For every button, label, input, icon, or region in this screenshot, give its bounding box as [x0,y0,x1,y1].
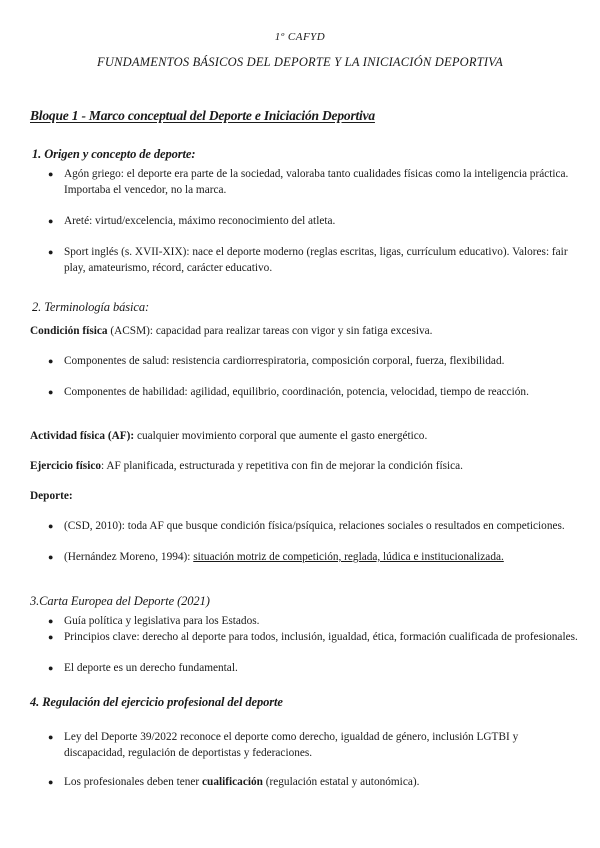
list-item-text: Agón griego: el deporte era parte de la sociedad, valoraba tanto cualidades físicas como la inteligencia práctica. Importaba el vencedor, no la marca. [64,168,569,196]
list-item-text: (CSD, 2010): toda AF que busque condición física/psíquica, relaciones sociales o resultados en competiciones. [64,520,565,532]
course-label: 1º CAFYD [274,31,326,43]
list-item [48,166,578,198]
subject-title: FUNDAMENTOS BÁSICOS DEL DEPORTE Y LA INICIACIÓN DEPORTIVA [97,55,503,69]
term-condicion-fisica: Condición física [30,325,108,337]
term-cualificacion: cualificación [202,776,263,788]
list-item-text: Componentes de habilidad: agilidad, equilibrio, coordinación, potencia, velocidad, tiempo de reacción. [64,386,529,398]
list-item [48,213,578,229]
text-segment: (regulación estatal y autonómica). [262,776,420,788]
list-item [48,244,578,276]
section3-title: 3.Carta Europea del Deporte (2021) [30,594,210,608]
list-item-text: Principios clave: derecho al deporte para todos, inclusión, igualdad, ética, formación cualificada de profesionales. [64,631,578,643]
section2-title: 2. Terminología básica: [32,300,150,314]
definition-text: cualquier movimiento corporal que aumente el gasto energético. [134,430,428,442]
bullet-icon: ● [48,732,54,742]
list-item [48,660,578,676]
list-item [48,774,578,790]
deporte-term [30,488,73,504]
list-item [48,549,578,565]
term-deporte: Deporte: [30,490,73,502]
list-item [48,729,578,761]
bullet-icon: ● [48,616,54,626]
bullet-icon: ● [48,552,54,562]
bullet-icon: ● [48,387,54,397]
actividad-fisica-definition [30,428,580,444]
list-item-text: El deporte es un derecho fundamental. [64,662,238,674]
bullet-icon: ● [48,663,54,673]
underlined-definition: situación motriz de competición, reglada, lúdica e institucionalizada. [193,551,504,563]
list-item-text: Areté: virtud/excelencia, máximo reconocimiento del atleta. [64,215,336,227]
list-item-text: Guía política y legislativa para los Estados. [64,615,260,627]
list-item-text [64,774,578,790]
block-title: Bloque 1 - Marco conceptual del Deporte e Iniciación Deportiva [30,108,375,123]
list-item [48,613,578,629]
list-item-text: Componentes de salud: resistencia cardiorrespiratoria, composición corporal, fuerza, flexibilidad. [64,355,505,367]
text-segment: Los profesionales deben tener [64,776,203,788]
definition-text: : AF planificada, estructurada y repetitiva con fin de mejorar la condición física. [101,460,463,472]
bullet-icon: ● [48,777,54,787]
list-item-text: Sport inglés (s. XVII-XIX): nace el deporte moderno (reglas escritas, ligas, currículum educativo). Valores: fair play, amateurismo, récord, carácter educativo. [64,246,568,274]
ejercicio-fisico-definition [30,458,585,474]
citation: (Hernández Moreno, 1994): [64,551,194,563]
bullet-icon: ● [48,632,54,642]
list-item [48,353,578,369]
list-item [48,384,578,400]
definition-text: (ACSM): capacidad para realizar tareas con vigor y sin fatiga excesiva. [107,325,433,337]
list-item-text: Ley del Deporte 39/2022 reconoce el deporte como derecho, igualdad de género, inclusión LGTBI y discapacidad, regulación de deportistas y federaciones. [64,731,519,759]
bullet-icon: ● [48,169,54,179]
section1-title: 1. Origen y concepto de deporte: [32,147,196,161]
bullet-icon: ● [48,247,54,257]
list-item [48,629,578,645]
term-ejercicio-fisico: Ejercicio físico [30,460,101,472]
list-item-text [64,549,578,565]
condicion-fisica-definition [30,323,580,339]
section4-title: 4. Regulación del ejercicio profesional del deporte [30,695,283,709]
term-actividad-fisica: Actividad física (AF): [30,430,135,442]
bullet-icon: ● [48,521,54,531]
bullet-icon: ● [48,356,54,366]
list-item [48,518,578,534]
bullet-icon: ● [48,216,54,226]
